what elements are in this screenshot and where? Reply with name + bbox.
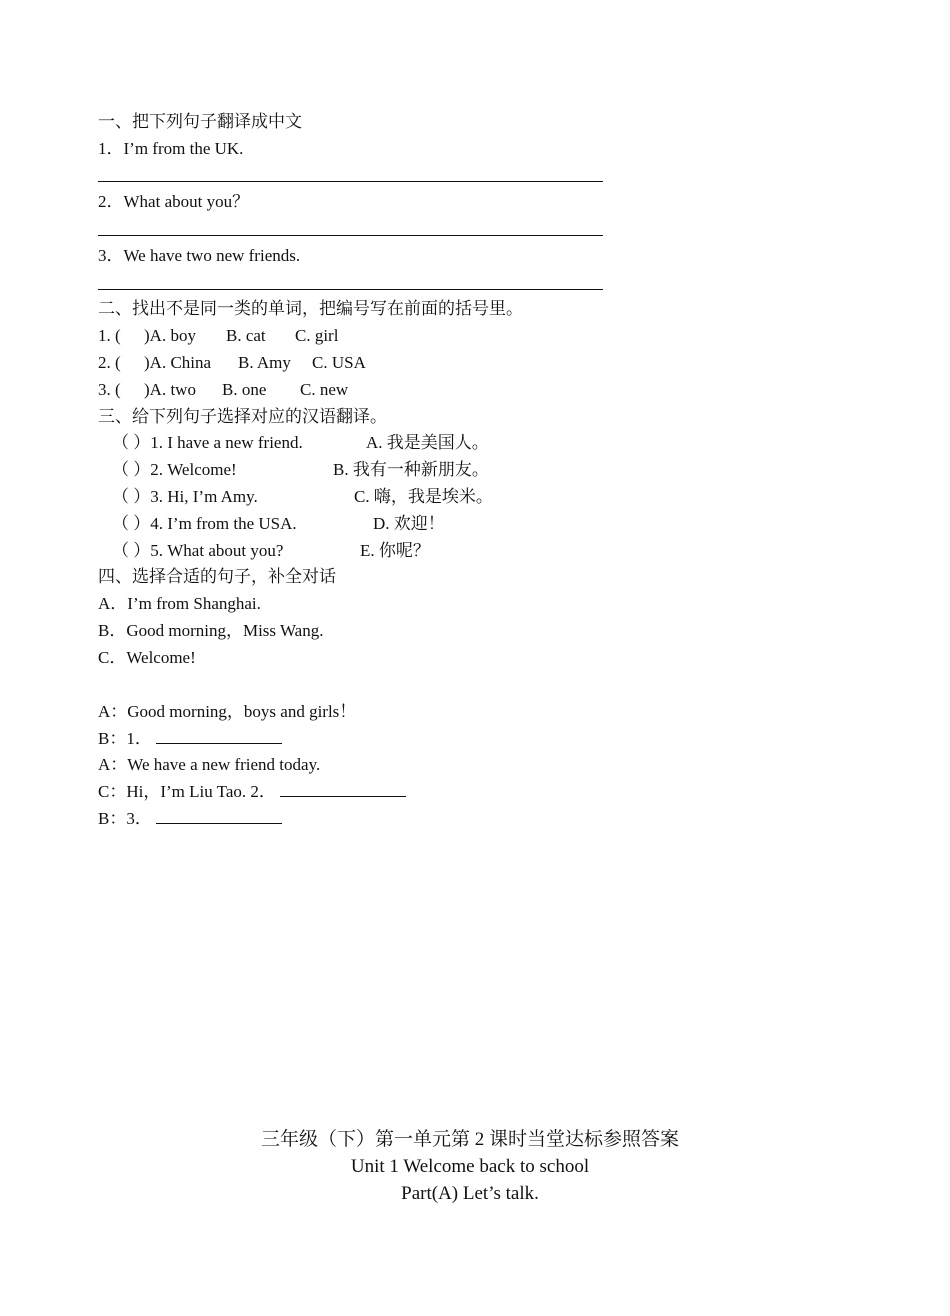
section3-item-3-sentence: （ ）3. Hi, I’m Amy. <box>112 487 258 506</box>
section3-heading: 三、给下列句子选择对应的汉语翻译。 <box>98 407 387 426</box>
section3-item-4-sentence: （ ）4. I’m from the USA. <box>112 514 297 533</box>
section2-item-2-c: C. USA <box>312 353 366 372</box>
section1-item-2: 2．What about you？ <box>98 192 250 211</box>
section2-item-1-b: B. cat <box>226 326 266 345</box>
section3-item-5-sentence: （ ）5. What about you? <box>112 541 284 560</box>
section4-option-a: A．I’m from Shanghai. <box>98 594 261 613</box>
section4-option-b: B．Good morning，Miss Wang. <box>98 621 324 640</box>
dialogue-line-2 <box>98 729 282 749</box>
section3-item-1-sentence: （ ）1. I have a new friend. <box>112 433 303 452</box>
section2-item-2-a: )A. China <box>144 353 212 372</box>
answer-line-3 <box>98 289 603 290</box>
dialogue-line-1: A：Good morning，boys and girls！ <box>98 702 357 721</box>
section3-item-5-translation: E. 你呢？ <box>360 541 430 560</box>
blank-2 <box>280 782 406 797</box>
section2-item-2-b: B. Amy <box>238 353 291 372</box>
section3-item-2-translation: B. 我有一种新朋友。 <box>333 460 489 479</box>
section1-heading: 一、把下列句子翻译成中文 <box>98 112 302 131</box>
blank-1 <box>156 729 282 744</box>
section3-item-3-translation: C. 嗨，我是埃米。 <box>354 487 493 506</box>
dialogue-line-5-text: B：3． <box>98 809 152 828</box>
section2-item-1-a: )A. boy <box>144 326 196 345</box>
section2-item-3-b: B. one <box>222 380 267 399</box>
answer-line-1 <box>98 181 603 182</box>
dialogue-line-5 <box>98 809 282 829</box>
dialogue-line-3: A：We have a new friend today. <box>98 755 321 774</box>
section2-item-3-c: C. new <box>300 380 349 399</box>
dialogue-line-4 <box>98 782 406 802</box>
section2-item-3-a: )A. two <box>144 380 196 399</box>
section3-item-4-translation: D. 欢迎！ <box>373 514 445 533</box>
section2-item-3-num: 3. ( <box>98 380 121 399</box>
answer-line-2 <box>98 235 603 236</box>
section3-item-1-translation: A. 我是美国人。 <box>366 433 489 452</box>
answers-part: Part(A) Let’s talk. <box>401 1183 539 1204</box>
section3-item-2-sentence: （ ）2. Welcome! <box>112 460 237 479</box>
section1-item-3: 3．We have two new friends. <box>98 246 301 265</box>
section4-heading: 四、选择合适的句子，补全对话 <box>98 567 336 586</box>
dialogue-line-4-text: C：Hi，I’m Liu Tao. 2． <box>98 782 276 801</box>
section1-item-1: 1．I’m from the UK. <box>98 139 244 158</box>
section4-option-c: C．Welcome! <box>98 648 196 667</box>
dialogue-line-2-text: B：1． <box>98 729 152 748</box>
answers-title: 三年级（下）第一单元第 2 课时当堂达标参照答案 <box>260 1129 679 1150</box>
section2-item-1-c: C. girl <box>295 326 339 345</box>
section2-item-1-num: 1. ( <box>98 326 121 345</box>
section2-heading: 二、找出不是同一类的单词，把编号写在前面的括号里。 <box>98 299 523 318</box>
section2-item-2-num: 2. ( <box>98 353 121 372</box>
blank-3 <box>156 809 282 824</box>
answers-unit: Unit 1 Welcome back to school <box>350 1156 590 1177</box>
